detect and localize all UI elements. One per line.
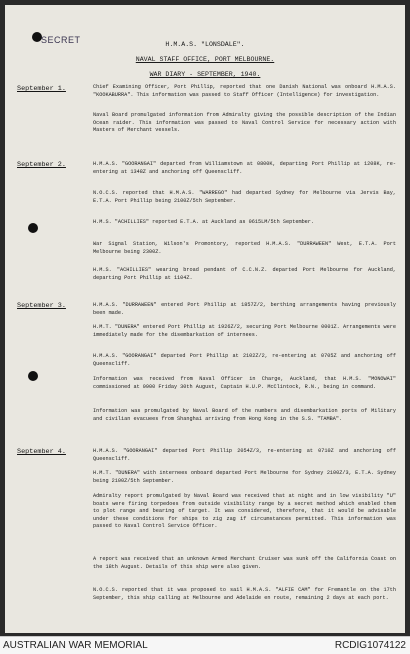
header-office: NAVAL STAFF OFFICE, PORT MELBOURNE.	[135, 56, 275, 63]
entry-paragraph: Naval Board promulgated information from Admiralty giving the possible description of the Indian Ocean raider. This information was passed to Naval Control Service for necessary action with Masters of Merchant vessels.	[93, 112, 396, 134]
entry-paragraph: H.M.T. "DUNERA" with internees onboard departed Port Melbourne for Sydney 2100Z/3, E.T.A. Sydney being 2100Z/5th September.	[93, 470, 396, 484]
entry-paragraph: H.M.S. "ACHILLIES" wearing broad pendant of C.C.N.Z. departed Port Melbourne for Auckland, departing Port Phillip at 1104Z.	[93, 267, 396, 281]
footer-record-id: RCDIG1074122	[334, 640, 406, 651]
entry-paragraph: Admiralty report promulgated by Naval Board was received that at night and in low visibility "U" boats were firing torpedoes from outside visibility range by a secret method which enabled them to plot range and bearing of target. It was considered, therefore, that it would be advisable under these conditions for ships to zig zag if circumstances permitted. This information was passed to Naval Control Service Officer.	[93, 493, 396, 530]
entry-paragraph: H.M.S. "ACHILLIES" reported E.T.A. at Auckland as 0615LM/5th September.	[93, 219, 315, 225]
entry-paragraph: Chief Examining Officer, Port Phillip, reported that one Danish National was onboard H.M.A.S. "KOOKABURRA". This information was passed to Staff Officer (Intelligence) for investigation.	[93, 84, 396, 98]
entry-paragraph: H.M.A.S. "DURRAWEEN" entered Port Phillip at 1857Z/2, berthing arrangements having previously been made.	[93, 302, 396, 316]
entry-paragraph: N.O.C.S. reported that H.M.A.S. "WARREGO" had departed Sydney for Melbourne via Jervis Bay, E.T.A. Port Phillip being 2100Z/5th September.	[93, 190, 396, 204]
punch-hole-icon	[28, 371, 38, 381]
entry-paragraph: H.M.A.S. "GOORANGAI" departed from Williamstown at 0800K, departing Port Phillip at 1208K, re-entering at 1348Z and anchoring off Queenscliff.	[93, 161, 396, 175]
entry-paragraph: Information was received from Naval Officer in Charge, Auckland, that H.M.S. "MONOWAI" commissioned at 0900 Friday 30th August, Captain H.U.P. McClintock, R.N., being in command.	[93, 376, 396, 390]
entry-paragraph: War Signal Station, Wilson's Promontory, reported H.M.A.S. "DURRAWEEN" West, E.T.A. Port Melbourne being 2300Z.	[93, 241, 396, 255]
date-sept-3: September 3.	[17, 302, 66, 310]
entry-paragraph: H.M.A.S. "GOORANGAI" departed Port Phillip at 2102Z/2, re-entering at 0705Z and anchoring off Queenscliff.	[93, 353, 396, 367]
entry-paragraph: H.M.T. "DUNERA" entered Port Phillip at 1926Z/2, securing Port Melbourne 0001Z. Arrangements were immediately made for the disembarkation of internees.	[93, 324, 396, 338]
footer-source: AUSTRALIAN WAR MEMORIAL	[3, 640, 148, 651]
header-ship: H.M.A.S. "LONSDALE".	[165, 41, 245, 48]
punch-hole-icon	[28, 223, 38, 233]
entry-paragraph: H.M.A.S. "GOORANGAI" departed Port Phillip 2054Z/3, re-entering at 0710Z and anchoring off Queenscliff.	[93, 448, 396, 462]
date-sept-2: September 2.	[17, 161, 66, 169]
diary-page	[5, 5, 405, 633]
entry-paragraph: Information was promulgated by Naval Board of the numbers and disembarkation ports of Military and civilian evacuees from Shanghai arriving from Hong Kong in the S.S. "TAMBA".	[93, 408, 396, 422]
header-title: WAR DIARY - SEPTEMBER, 1940.	[149, 71, 261, 78]
entry-paragraph: N.O.C.S. reported that it was proposed to sail H.M.A.S. "ALFIE CAM" for Fremantle on the 17th September, this ship calling at Melbourne and Adelaide en route, remaining 2 days at each port.	[93, 587, 396, 601]
secret-stamp: SECRET	[41, 35, 81, 45]
entry-paragraph: A report was received that an unknown Armed Merchant Cruiser was sunk off the California Coast on the 18th August. Details of this ship were also given.	[93, 556, 396, 570]
date-sept-4: September 4.	[17, 448, 66, 456]
archive-footer	[0, 636, 410, 654]
date-sept-1: September 1.	[17, 85, 66, 93]
